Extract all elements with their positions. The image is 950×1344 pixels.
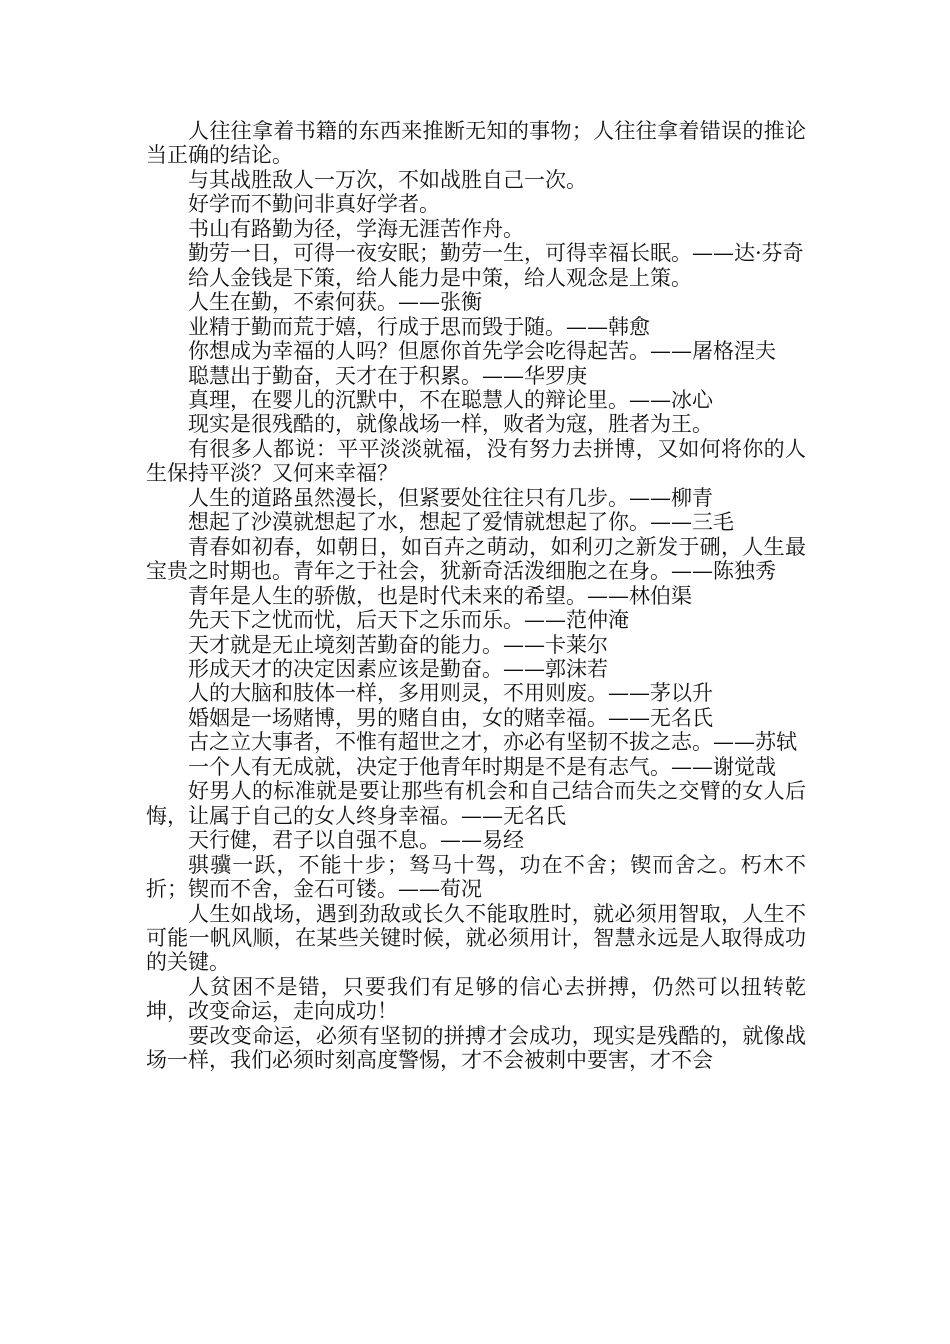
paragraph: 要改变命运，必须有坚韧的拼搏才会成功，现实是残酷的，就像战场一样，我们必须时刻高度警惕，才不会被刺中要害，才不会: [146, 1023, 806, 1073]
paragraph: 有很多人都说：平平淡淡就福，没有努力去拼博，又如何将你的人生保持平淡？又何来幸福？: [146, 436, 806, 486]
paragraph: 真理，在婴儿的沉默中，不在聪慧人的辩论里。——冰心: [188, 387, 713, 412]
paragraph: 骐骥一跃，不能十步；驽马十驾，功在不舍；锲而舍之。朽木不折；锲而不舍，金石可镂。——荀况: [146, 852, 806, 902]
paragraph: 婚姻是一场赌博，男的赌自由，女的赌幸福。——无名氏: [188, 705, 713, 730]
paragraph: 人生在勤，不索何获。——张衡: [188, 290, 482, 315]
paragraph: 你想成为幸福的人吗？但愿你首先学会吃得起苦。——屠格涅夫: [188, 339, 776, 364]
document-body: [146, 119, 806, 1073]
paragraph: 好学而不勤问非真好学者。: [188, 192, 440, 217]
paragraph: 业精于勤而荒于嬉，行成于思而毁于随。——韩愈: [188, 314, 650, 339]
paragraph: 好男人的标准就是要让那些有机会和自己结合而失之交臂的女人后悔，让属于自己的女人终身幸福。——无名氏: [146, 779, 806, 828]
paragraph: 人生的道路虽然漫长，但紧要处往往只有几步。——柳青: [188, 485, 713, 510]
paragraph: 天行健，君子以自强不息。——易经: [188, 828, 524, 853]
paragraph: 想起了沙漠就想起了水，想起了爱情就想起了你。——三毛: [188, 510, 734, 535]
paragraph: 人生如战场，遇到劲敌或长久不能取胜时，就必须用智取，人生不可能一帆风顺，在某些关键时候，就必须用计，智慧永远是人取得成功的关键。: [146, 901, 806, 975]
paragraph: 古之立大事者，不惟有超世之才，亦必有坚韧不拔之志。——苏轼: [188, 730, 797, 755]
paragraph: 人贫困不是错，只要我们有足够的信心去拼搏，仍然可以扭转乾坤，改变命运，走向成功！: [146, 974, 806, 1024]
paragraph: 一个人有无成就，决定于他青年时期是不是有志气。——谢觉哉: [188, 754, 776, 779]
paragraph: 聪慧出于勤奋，天才在于积累。——华罗庚: [188, 363, 587, 388]
paragraph: 青年是人生的骄傲，也是时代未来的希望。——林伯渠: [188, 583, 692, 608]
paragraph: 青春如初春，如朝日，如百卉之萌动，如利刃之新发于硎，人生最宝贵之时期也。青年之于社会，犹新奇活泼细胞之在身。——陈独秀: [146, 534, 806, 584]
paragraph: 给人金钱是下策，给人能力是中策，给人观念是上策。: [188, 265, 692, 290]
paragraph: 书山有路勤为径，学海无涯苦作舟。: [188, 216, 524, 241]
paragraph: 先天下之忧而忧，后天下之乐而乐。——范仲淹: [188, 608, 629, 633]
paragraph: 现实是很残酷的，就像战场一样，败者为寇，胜者为王。: [188, 412, 713, 437]
paragraph: 天才就是无止境刻苦勤奋的能力。——卡莱尔: [188, 632, 608, 657]
paragraph: 与其战胜敌人一万次，不如战胜自己一次。: [188, 167, 587, 192]
paragraph: 人的大脑和肢体一样，多用则灵，不用则废。——茅以升: [188, 681, 713, 706]
paragraph: 勤劳一日，可得一夜安眠；勤劳一生，可得幸福长眠。——达·芬奇: [188, 241, 804, 266]
paragraph: 人往往拿着书籍的东西来推断无知的事物；人往往拿着错误的推论当正确的结论。: [146, 119, 806, 168]
paragraph: 形成天才的决定因素应该是勤奋。——郭沫若: [188, 656, 608, 681]
